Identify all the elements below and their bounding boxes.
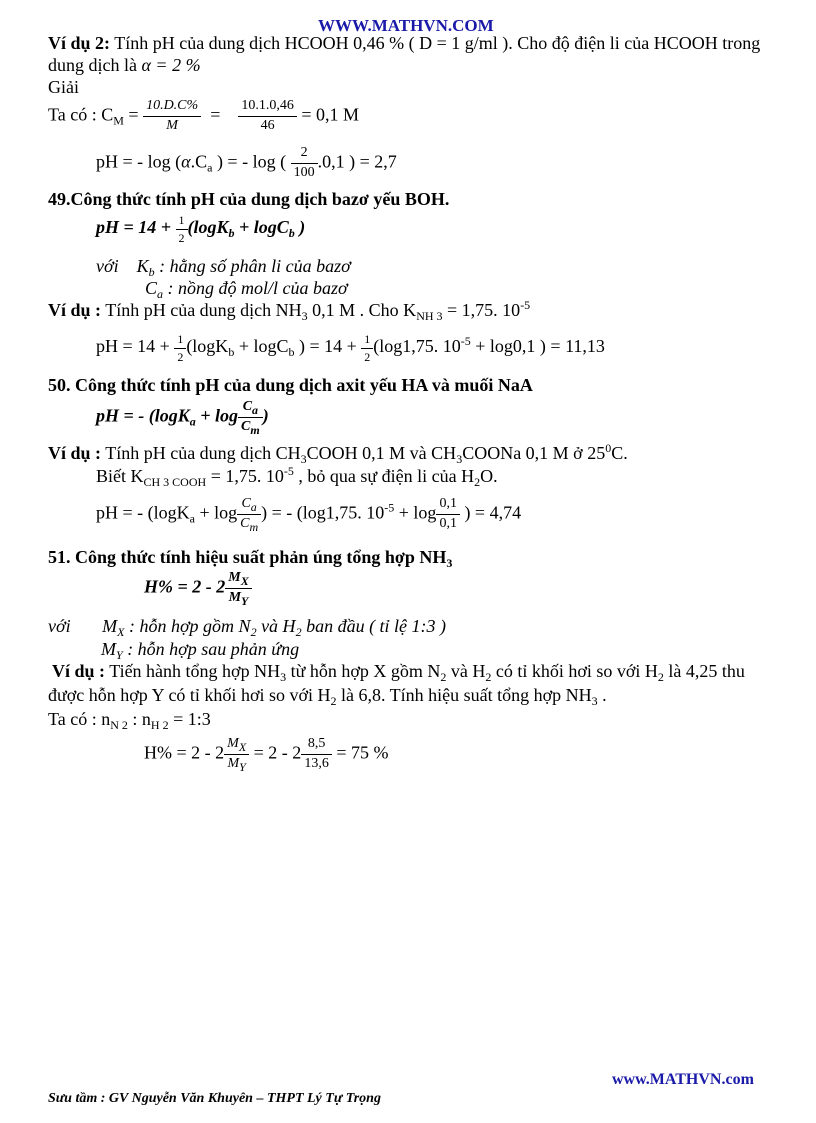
example-51-line1: Ví dụ : Tiến hành tổng hợp $NH_3$ từ hỗn hợp X gồm $N_2$ và $H_2$ có tỉ khối hơi so với $H_2$ là 4,25 thu — [52, 661, 745, 684]
formula-49: pH = 14 + $\frac{1}{2}$ (logK$_b$ + logC$_b$ ) — [96, 213, 306, 245]
footer-credit: Sưu tầm : GV Nguyễn Văn Khuyên – THPT Lý Tự Trọng — [48, 1091, 381, 1106]
my-definition: $M_Y$ : hỗn hợp sau phản ứng — [101, 639, 300, 662]
kb-definition: với $K_b$ : hằng số phân li của bazơ — [96, 256, 351, 279]
example-50-line2: Biết $K_{CH 3 COOH} = 1,75$. $10^{-5}$ , bỏ qua sự điện li của $H_2O$. — [96, 464, 498, 489]
formula-51: H% = 2 - 2 $\frac{M_X}{M_Y}$ — [144, 571, 252, 605]
section-51-title: 51. Công thức tính hiệu suất phản úng tổng hợp $NH_3$ — [48, 547, 453, 570]
header-site: WWW.MATHVN.COM — [318, 16, 494, 35]
example-49: Ví dụ : Tính pH của dung dịch $NH_3$ 0,1 M . Cho $K_{NH 3} = 1,75$. $10^{-5}$ — [48, 298, 531, 323]
example-50-line1: Ví dụ : Tính pH của dung dịch $CH_3COOH$ 0,1 M và $CH_3COONa$ 0,1 M ở $25^0C$. — [48, 441, 628, 466]
ph-calc-ex2: pH = - $\log (\alpha.C_a$ ) = - log ( $\frac{2}{100}$ .0,1 ) = 2,7 — [96, 145, 397, 180]
cm-formula: Ta có : $C_M$ = $\frac{10.D.C\%}{M}$ = $\frac{10.1.0,46}{46}$ = 0,1 M — [48, 98, 359, 133]
solution-label: Giải — [48, 77, 79, 97]
calc-51: H% = 2 - 2 $\frac{M_X}{M_Y}$ = 2 - 2 $\frac{8,5}{13,6}$ = 75 % — [144, 736, 389, 774]
footer-site-link[interactable]: www.MATHVN.com — [612, 1071, 754, 1088]
example-51-line2: được hỗn hợp Y có tỉ khối hơi so với $H_2$ là 6,8. Tính hiệu suất tổng hợp $NH_3$ . — [48, 685, 607, 708]
section-50-title: 50. Công thức tính pH của dung dịch axit yếu HA và muối NaA — [48, 375, 533, 395]
calc-50: pH = - (logK$_a$ + log $\frac{C_a}{C_m}$ ) = - (log1,75. $10^{-5} + \log$ $\frac{0,1}{0,1}$ ) = 4,74 — [96, 496, 522, 534]
calc-49: pH = 14 + $\frac{1}{2}$ (logK$_b$ + logC$_b$ ) = 14 + $\frac{1}{2}$ (log1,75. $10^{-5} + \log 0,1$ ) = 11,13 — [96, 332, 605, 364]
ca-definition: $C_a$ : nồng độ mol/l của bazơ — [145, 278, 348, 301]
section-49-title: 49.Công thức tính pH của dung dịch bazơ yếu BOH. — [48, 189, 450, 209]
example2-line2: dung dịch là α = 2 % — [48, 55, 201, 75]
formula-50: pH = - (logK$_a$ + log $\frac{C_a}{C_m}$ ) — [96, 399, 269, 437]
ratio-51: Ta có : $n_{N 2}$ : $n_{H 2}$ = 1:3 — [48, 709, 211, 732]
example2-line1: Ví dụ 2: Tính pH của dung dịch HCOOH 0,46 % ( D = 1 g/ml ). Cho độ điện li của HCOOH trong — [48, 33, 761, 53]
mx-definition: với $M_X$ : hỗn hợp gồm $N_2$ và $H_2$ ban đầu ( tỉ lệ 1:3 ) — [48, 616, 447, 639]
